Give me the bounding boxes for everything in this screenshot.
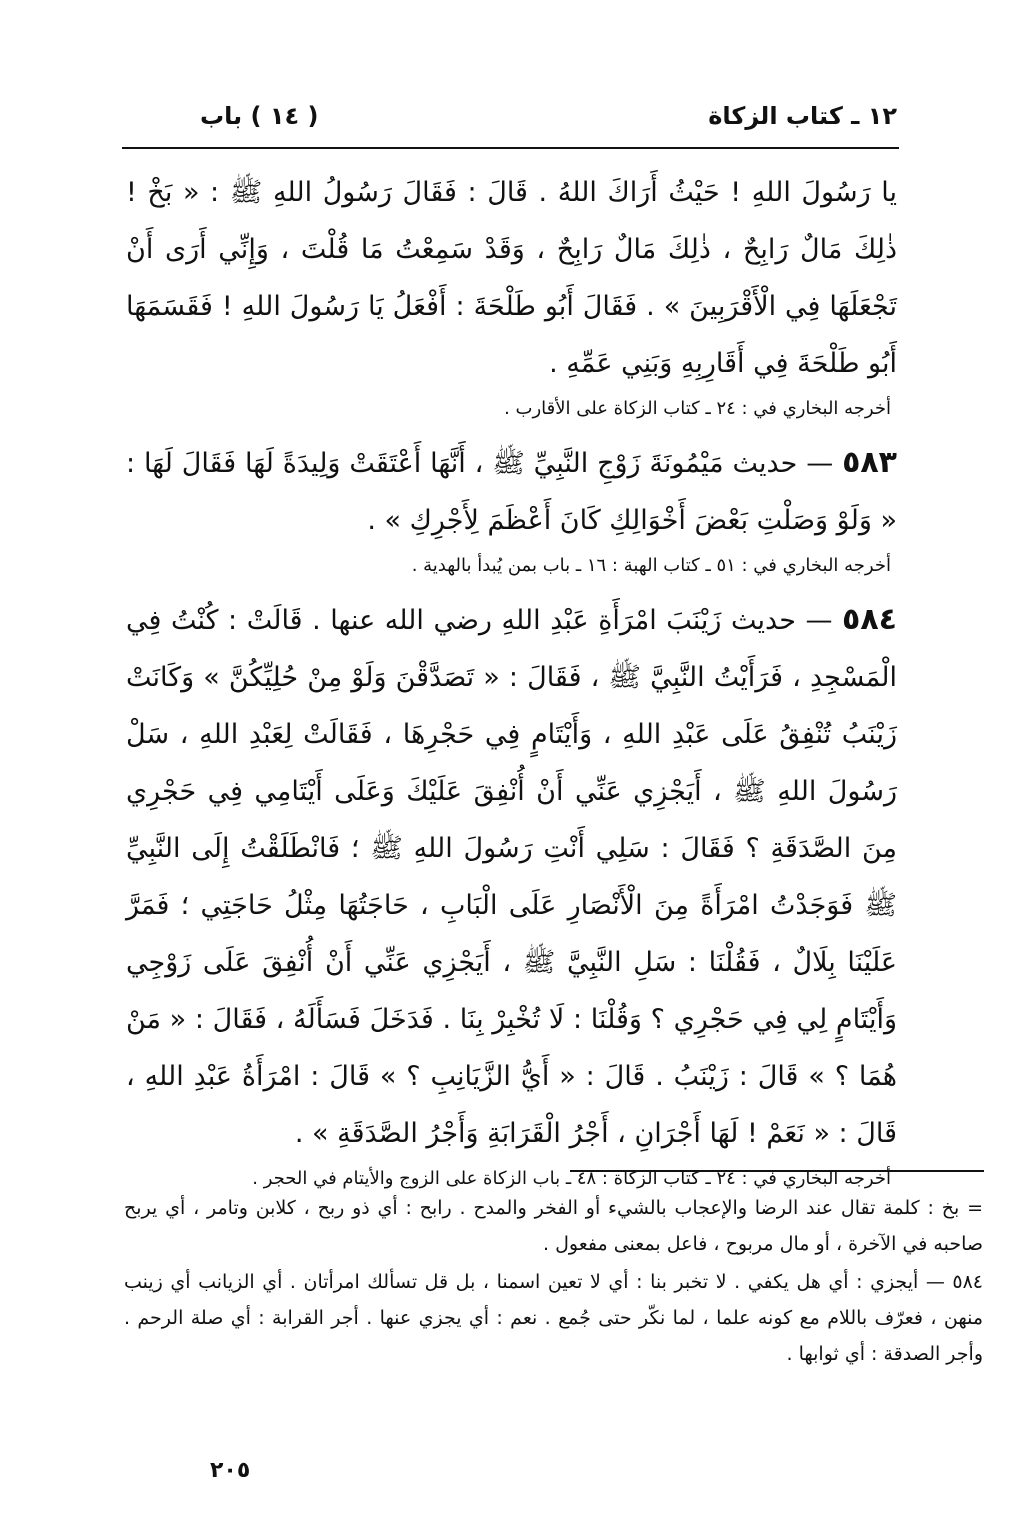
hadith-text: — حديث زَيْنَبَ امْرَأَةِ عَبْدِ اللهِ رضي الله عنها . قَالَتْ : كُنْتُ فِي الْمَسْجِدِ ، فَرَأَيْتُ النَّبِيَّ ﷺ ، فَقَالَ : « تَصَدَّقْنَ وَلَوْ مِنْ حُلِيِّكُنَّ » وَكَانَتْ زَيْنَبُ تُنْفِقُ عَلَى عَبْدِ اللهِ ، وَأَيْتَامٍ فِي حَجْرِهَا ، فَقَالَتْ لِعَبْدِ اللهِ ، سَلْ رَسُولَ اللهِ ﷺ ، أَيَجْزِي عَنِّي أَنْ أُنْفِقَ عَلَيْكَ وَعَلَى أَيْتَامِي فِي حَجْرِي مِنَ الصَّدَقَةِ ؟ فَقَالَ : سَلِي أَنْتِ رَسُولَ اللهِ ﷺ ؛ فَانْطَلَقْتُ إِلَى النَّبِيِّ ﷺ فَوَجَدْتُ امْرَأَةً مِنَ الْأَنْصَارِ عَلَى الْبَابِ ، حَاجَتُهَا مِثْلُ حَاجَتِي ؛ فَمَرَّ عَلَيْنَا بِلَالٌ ، فَقُلْنَا : سَلِ النَّبِيَّ ﷺ ، أَيَجْزِي عَنِّي أَنْ أُنْفِقَ عَلَى زَوْجِي وَأَيْتَامٍ لِي فِي حَجْرِي ؟ وَقُلْنَا : لَا تُخْبِرْ بِنَا . فَدَخَلَ فَسَأَلَهُ ، فَقَالَ : « مَنْ هُمَا ؟ » قَالَ : زَيْنَبُ . قَالَ : « أَيُّ الزَّيَانِبِ ؟ » قَالَ : امْرَأَةُ عَبْدِ اللهِ ، قَالَ : « نَعَمْ ! لَهَا أَجْرَانِ ، أَجْرُ الْقَرَابَةِ وَأَجْرُ الصَّدَقَةِ » . [126,605,897,1149]
hadith-text: يا رَسُولَ اللهِ ! حَيْثُ أَرَاكَ اللهُ . قَالَ : فَقَالَ رَسُولُ اللهِ ﷺ : « بَخْ ! ذٰلِكَ مَالٌ رَابِحٌ ، ذٰلِكَ مَالٌ رَابِحٌ ، وَقَدْ سَمِعْتُ مَا قُلْتَ ، وَإِنِّي أَرَى أَنْ تَجْعَلَهَا فِي الْأَقْرَبِينَ » . فَقَالَ أَبُو طَلْحَةَ : أَفْعَلُ يَا رَسُولَ اللهِ ! فَقَسَمَهَا أَبُو طَلْحَةَ فِي أَقَارِبِهِ وَبَنِي عَمِّهِ . [126,177,897,379]
page-number: ٢٠٥ [210,1458,251,1483]
chapter-title: ١٢ ـ كتاب الزكاة [708,102,897,130]
hadith-source: أخرجه البخاري في : ٢٤ ـ كتاب الزكاة على الأقارب . [504,398,891,419]
hadith-number: ٥٨٤ [842,602,897,637]
running-header [122,102,897,142]
main-text [126,164,897,1204]
section-title: ( ١٤ ) باب [200,102,319,130]
footnote-rule [570,1170,984,1172]
hadith-paragraph [126,434,897,549]
hadith-source: أخرجه البخاري في : ٥١ ـ كتاب الهبة : ١٦ ـ باب بمن يُبدأ بالهدية . [411,555,891,576]
footnote: = بخ : كلمة تقال عند الرضا والإعجاب بالشيء أو الفخر والمدح . رابح : أي ذو ربح ، كلابن وتامر ، أي يربح صاحبه في الآخرة ، أو مال مربوح ، فاعل بمعنى مفعول . [124,1197,983,1255]
hadith-paragraph [126,164,897,392]
hadith-source: أخرجه البخاري في : ٢٤ ـ كتاب الزكاة : ٤٨ ـ باب الزكاة على الزوج والأيتام في الحجر . [252,1168,891,1189]
footnotes [124,1190,983,1374]
hadith-text: — حديث مَيْمُونَةَ زَوْجِ النَّبِيِّ ﷺ ، أَنَّهَا أَعْتَقَتْ وَلِيدَةً لَهَا فَقَالَ لَهَا : « وَلَوْ وَصَلْتِ بَعْضَ أَخْوَالِكِ كَانَ أَعْظَمَ لِأَجْرِكِ » . [126,448,897,536]
hadith-paragraph [126,591,897,1162]
hadith-number: ٥٨٣ [842,445,897,480]
footnote: ٥٨٤ — أيجزي : أي هل يكفي . لا تخبر بنا : أي لا تعين اسمنا ، بل قل تسألك امرأتان . أي الزيانب أي زينب منهن ، فعرّف باللام مع كونه علما ، لما نكّر حتى جُمع . نعم : أي يجزي عنها . أجر القرابة : أي صلة الرحم . وأجر الصدقة : أي ثوابها . [124,1271,983,1365]
header-rule [122,147,899,149]
